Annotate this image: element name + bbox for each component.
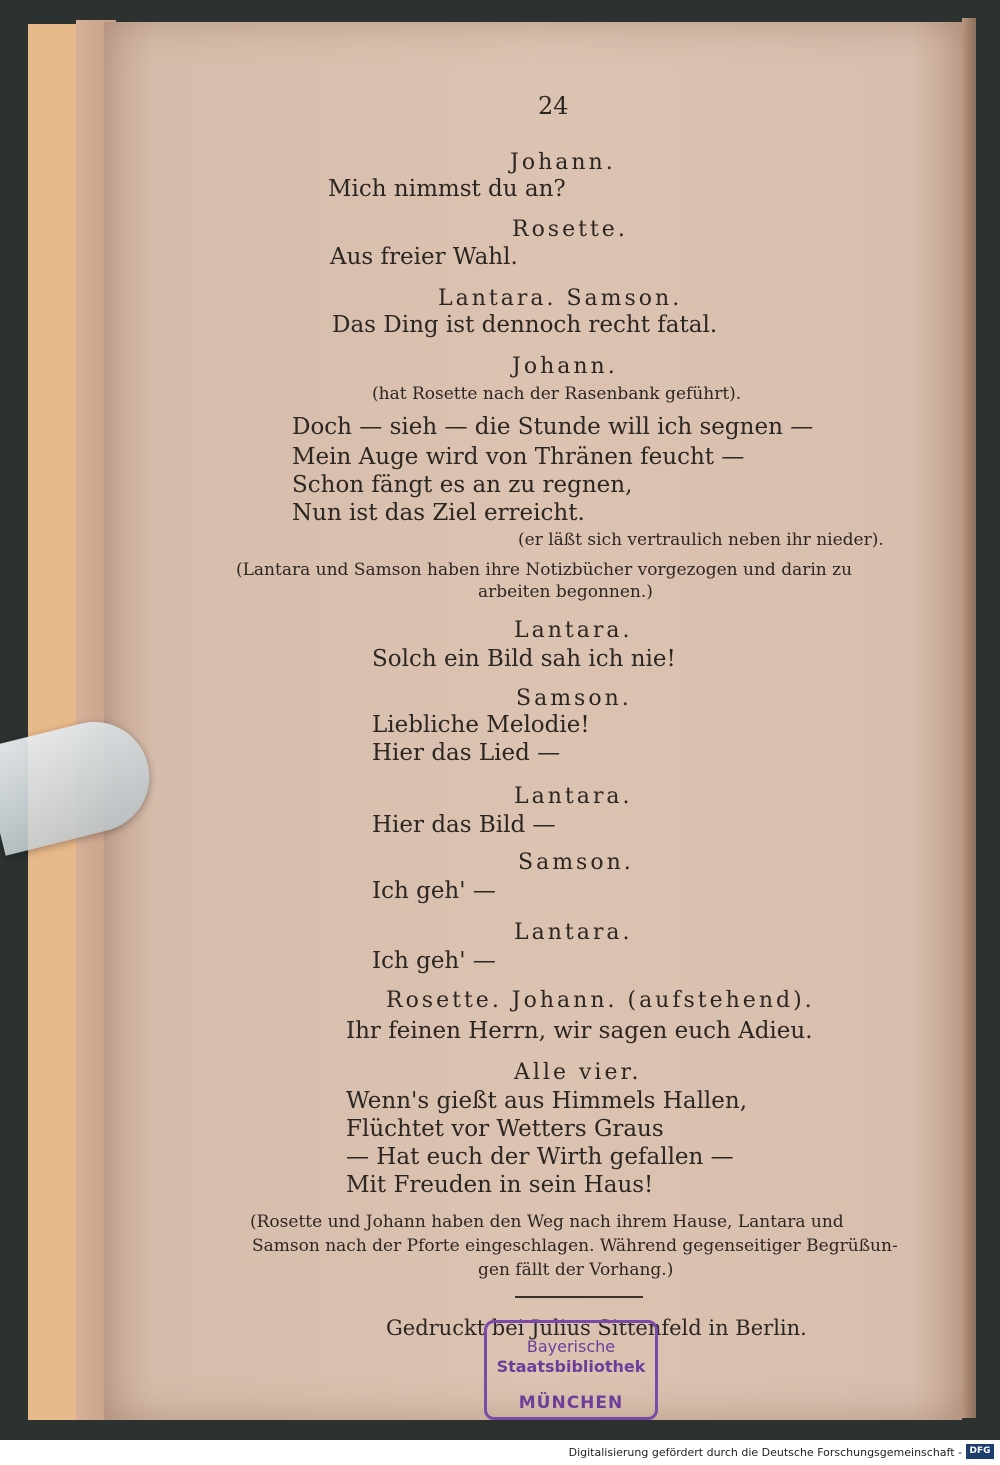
verse-line: Mich nimmst du an? [328, 176, 566, 202]
stage-direction: Samson nach der Pforte eingeschlagen. Während gegenseitiger Begrüßun- [252, 1236, 898, 1256]
stamp-line-3: MÜNCHEN [518, 1393, 624, 1413]
verse-line: Solch ein Bild sah ich nie! [372, 646, 676, 672]
speaker-label: Lantara. [514, 920, 633, 945]
closing-rule [515, 1296, 643, 1298]
speaker-label: Lantara. [514, 618, 633, 643]
verse-line: Mein Auge wird von Thränen feucht — [292, 444, 745, 470]
stage-direction: (Lantara und Samson haben ihre Notizbücher vorgezogen und darin zu [236, 560, 853, 580]
verse-line: Das Ding ist dennoch recht fatal. [332, 312, 718, 338]
stage-direction: (Rosette und Johann haben den Weg nach ihrem Hause, Lantara und [250, 1212, 844, 1232]
stage-direction: arbeiten begonnen.) [478, 582, 653, 602]
library-stamp [484, 1320, 658, 1420]
speaker-label: Johann. [512, 354, 618, 379]
verse-line: Ihr feinen Herrn, wir sagen euch Adieu. [346, 1018, 813, 1044]
page-edge-right [962, 18, 976, 1418]
printer-imprint: Gedruckt bei Julius Sittenfeld in Berlin. [386, 1316, 807, 1340]
verse-line: Ich geh' — [372, 878, 496, 904]
stamp-line-1: Bayerische [526, 1337, 616, 1356]
funding-credit: Digitalisierung gefördert durch die Deutsche Forschungsgemeinschaft - [568, 1446, 962, 1459]
verse-line: Schon fängt es an zu regnen, [292, 472, 633, 498]
verse-line: Mit Freuden in sein Haus! [346, 1172, 654, 1198]
page-number: 24 [538, 92, 569, 120]
verse-line: Hier das Lied — [372, 740, 561, 766]
verse-line: Ich geh' — [372, 948, 496, 974]
verse-line: Aus freier Wahl. [330, 244, 518, 270]
stage-direction: (hat Rosette nach der Rasenbank geführt). [372, 384, 742, 404]
verse-line: Nun ist das Ziel erreicht. [292, 500, 585, 526]
dfg-logo: DFG [966, 1444, 994, 1459]
speaker-label: Lantara. [514, 784, 633, 809]
verse-line: Doch — sieh — die Stunde will ich segnen — [292, 414, 814, 440]
stamp-line-2: Staatsbibliothek [496, 1357, 646, 1376]
speaker-label: Rosette. [512, 217, 628, 242]
verse-line: Flüchtet vor Wetters Graus [346, 1116, 664, 1142]
speaker-label: Lantara. Samson. [438, 286, 683, 311]
verse-line: — Hat euch der Wirth gefallen — [346, 1144, 734, 1170]
verse-line: Liebliche Melodie! [372, 712, 590, 738]
verse-line: Wenn's gießt aus Himmels Hallen, [346, 1088, 748, 1114]
speaker-label: Samson. [518, 850, 634, 875]
speaker-label: Johann. [510, 150, 616, 175]
speaker-label: Samson. [516, 686, 632, 711]
verse-line: Hier das Bild — [372, 812, 556, 838]
speaker-label: Alle vier. [514, 1060, 642, 1085]
stage-direction: (er läßt sich vertraulich neben ihr nieder). [518, 530, 884, 550]
stage-direction: gen fällt der Vorhang.) [478, 1260, 674, 1280]
speaker-label: Rosette. Johann. (aufstehend). [386, 988, 815, 1013]
